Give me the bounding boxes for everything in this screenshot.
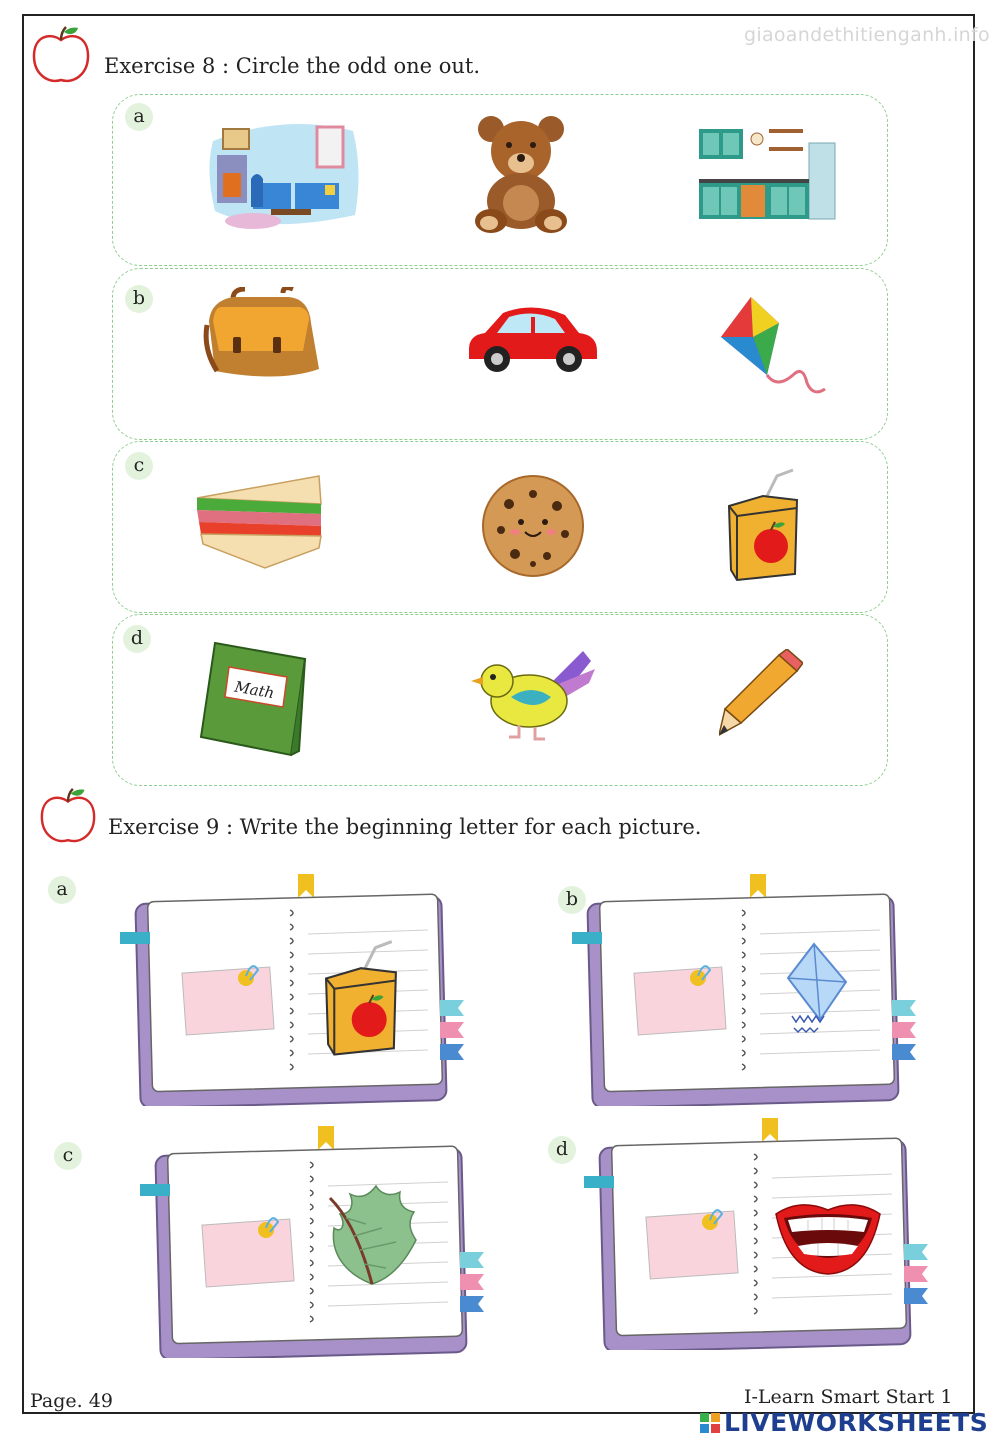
row-letter: c xyxy=(125,452,153,480)
math-book-image[interactable] xyxy=(199,639,309,757)
exercise-9-title: Exercise 9 : Write the beginning letter for each picture. xyxy=(108,815,702,839)
juice-box-image[interactable] xyxy=(727,466,801,584)
item-letter: d xyxy=(548,1136,576,1164)
exercise-8-row-d xyxy=(112,614,888,786)
kite-picture-b[interactable] xyxy=(784,942,850,1046)
row-letter: d xyxy=(123,625,151,653)
liveworksheets-logo xyxy=(700,1408,988,1437)
item-letter: c xyxy=(54,1142,82,1170)
school-bag-image[interactable] xyxy=(203,287,321,379)
kitchen-image[interactable] xyxy=(697,125,839,223)
exercise-8-row-b xyxy=(112,268,888,440)
apple-icon xyxy=(30,24,92,86)
living-room-image[interactable] xyxy=(205,111,361,233)
item-letter: b xyxy=(558,886,586,914)
row-letter: b xyxy=(125,285,153,313)
car-image[interactable] xyxy=(463,305,603,377)
kite-image[interactable] xyxy=(717,293,829,405)
exercise-8-row-a xyxy=(112,94,888,266)
teddy-bear-image[interactable] xyxy=(469,111,573,233)
math-book-label: Math xyxy=(233,677,276,703)
lips-picture-d[interactable] xyxy=(772,1200,884,1276)
watermark: giaoandethitienganh.info xyxy=(744,24,990,46)
row-letter: a xyxy=(125,103,153,131)
page-number: Page. 49 xyxy=(30,1390,113,1412)
sandwich-image[interactable] xyxy=(195,474,325,570)
series-title: I-Learn Smart Start 1 xyxy=(744,1386,953,1408)
leaf-picture-c[interactable] xyxy=(326,1184,418,1288)
notebook-a xyxy=(118,870,472,1106)
cookie-image[interactable] xyxy=(481,474,585,578)
notebook-c xyxy=(138,1122,492,1358)
brand-text: LIVEWORKSHEETS xyxy=(724,1408,989,1437)
juice-box-picture-a[interactable] xyxy=(324,936,400,1060)
liveworksheets-logo-icon xyxy=(700,1413,720,1433)
item-letter: a xyxy=(48,876,76,904)
bird-image[interactable] xyxy=(471,647,597,747)
pencil-image[interactable] xyxy=(719,649,803,739)
apple-icon xyxy=(38,784,98,848)
notebook-b xyxy=(570,870,924,1106)
exercise-8-title: Exercise 8 : Circle the odd one out. xyxy=(104,54,481,78)
exercise-8-row-c xyxy=(112,441,888,613)
